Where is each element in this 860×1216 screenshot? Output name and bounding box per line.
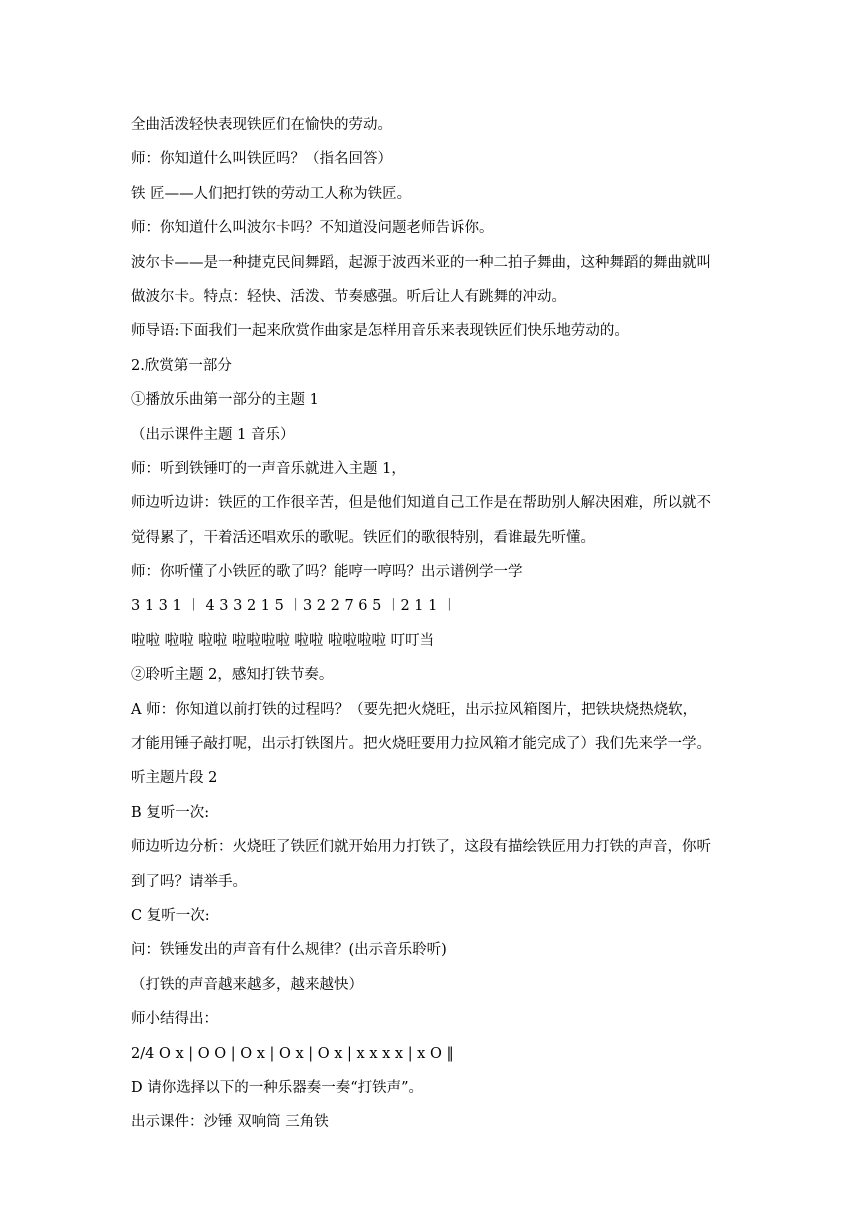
text-line: C 复听一次: bbox=[131, 907, 210, 924]
rhythm-notation-line: 2/4 O x | O O | O x | O x | O x | x x x x | x O ‖ bbox=[131, 1045, 454, 1062]
text-line: 师：你知道什么叫波尔卡吗？不知道没问题老师告诉你。 bbox=[131, 220, 494, 237]
lyrics-line: 啦啦 啦啦 啦啦 啦啦啦啦 啦啦 啦啦啦啦 叮叮当 bbox=[131, 632, 435, 649]
text-line: 波尔卡——是一种捷克民间舞蹈，起源于波西米亚的一种二拍子舞曲，这种舞蹈的舞曲就叫 bbox=[131, 254, 711, 271]
text-line: 出示课件：沙锤 双响筒 三角铁 bbox=[131, 1114, 329, 1131]
text-line: ①播放乐曲第一部分的主题 1 bbox=[131, 392, 319, 409]
text-line: 才能用锤子敲打呢，出示打铁图片。把火烧旺要用力拉风箱才能完成了）我们先来学一学。 bbox=[131, 736, 711, 753]
text-line: 铁 匠——人们把打铁的劳动工人称为铁匠。 bbox=[131, 185, 412, 202]
text-line: 师边听边讲：铁匠的工作很辛苦，但是他们知道自己工作是在帮助别人解决困难，所以就不 bbox=[131, 495, 711, 512]
text-line: 到了吗？请举手。 bbox=[131, 873, 247, 890]
section-heading: 2.欣赏第一部分 bbox=[131, 357, 232, 374]
text-line: （出示课件主题 1 音乐） bbox=[131, 426, 295, 443]
text-line: 师边听边分析：火烧旺了铁匠们就开始用力打铁了，这段有描绘铁匠用力打铁的声音，你听 bbox=[131, 839, 711, 856]
document-body bbox=[131, 108, 741, 1140]
notation-line: 3 1 3 1 ︱ 4 3 3 2 1 5 ︱3 2 2 7 6 5 ︱2 1 1 ︱ bbox=[131, 598, 457, 615]
text-line: 问：铁锤发出的声音有什么规律？(出示音乐聆听) bbox=[131, 942, 447, 959]
text-line: 做波尔卡。特点：轻快、活泼、节奏感强。听后让人有跳舞的冲动。 bbox=[131, 288, 566, 305]
text-line: B 复听一次: bbox=[131, 804, 210, 821]
text-line: A 师：你知道以前打铁的过程吗？（要先把火烧旺，出示拉风箱图片，把铁块烧热烧软， bbox=[131, 701, 698, 718]
text-line: 听主题片段 2 bbox=[131, 770, 218, 787]
text-line: 师：听到铁锤叮的一声音乐就进入主题 1， bbox=[131, 460, 406, 477]
text-line: 全曲活泼轻快表现铁匠们在愉快的劳动。 bbox=[131, 117, 392, 133]
text-line: 师：你知道什么叫铁匠吗？（指名回答） bbox=[131, 151, 392, 168]
text-line: 师导语:下面我们一起来欣赏作曲家是怎样用音乐来表现铁匠们快乐地劳动的。 bbox=[131, 323, 629, 340]
text-line: 觉得累了，干着活还唱欢乐的歌呢。铁匠们的歌很特别，看谁最先听懂。 bbox=[131, 529, 595, 546]
text-line: 师：你听懂了小铁匠的歌了吗？能哼一哼吗？出示谱例学一学 bbox=[131, 564, 523, 581]
text-line: 师小结得出： bbox=[131, 1011, 218, 1028]
text-line: （打铁的声音越来越多，越来越快） bbox=[131, 976, 363, 993]
text-line: ②聆听主题 2，感知打铁节奏。 bbox=[131, 667, 334, 684]
text-line: D 请你选择以下的一种乐器奏一奏“打铁声”。 bbox=[131, 1079, 424, 1096]
